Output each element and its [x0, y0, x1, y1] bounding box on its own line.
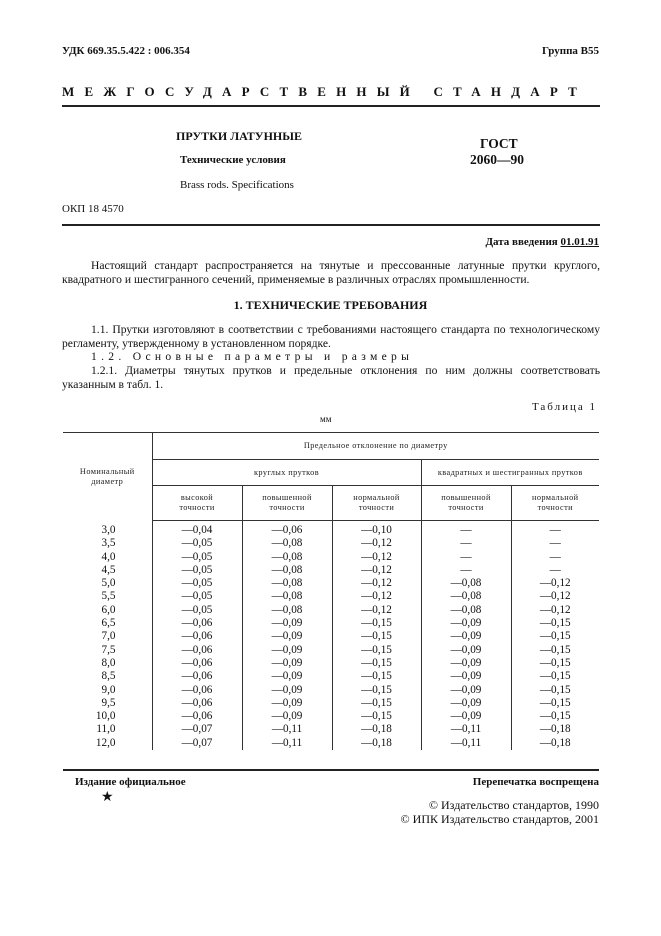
deviation-cell: —0,12 [332, 604, 421, 617]
table-unit: мм [320, 414, 332, 424]
deviation-cell: —0,15 [332, 657, 421, 670]
deviation-cell: —0,12 [332, 537, 421, 550]
deviation-cell: —0,15 [511, 644, 599, 657]
table-row [63, 564, 599, 577]
deviation-table [63, 432, 599, 750]
deviation-cell: —0,06 [152, 710, 242, 723]
deviation-cell: —0,12 [511, 590, 599, 603]
deviation-cell: —0,15 [511, 617, 599, 630]
paragraph-1-2-1: 1.2.1. Диаметры тянутых прутков и предельные отклонения по ним должны соответствовать указанным в табл. 1. [62, 364, 600, 391]
deviation-cell: — [511, 521, 599, 538]
deviation-cell: — [511, 551, 599, 564]
deviation-cell: —0,08 [242, 604, 332, 617]
deviation-cell: —0,11 [421, 737, 511, 750]
table-row [63, 551, 599, 564]
table-row [63, 670, 599, 683]
deviation-cell: —0,09 [242, 697, 332, 710]
deviation-cell: —0,09 [242, 630, 332, 643]
deviation-cell: —0,06 [152, 617, 242, 630]
nominal-diameter-cell: 8,5 [101, 670, 116, 683]
deviation-cell: —0,18 [332, 737, 421, 750]
table-row [63, 644, 599, 657]
deviation-cell: —0,08 [242, 577, 332, 590]
table-row [63, 697, 599, 710]
deviation-cell: —0,05 [152, 604, 242, 617]
deviation-cell: —0,06 [152, 670, 242, 683]
udk-code: УДК 669.35.5.422 : 006.354 [62, 45, 190, 57]
deviation-cell: —0,08 [242, 551, 332, 564]
deviation-cell: —0,09 [421, 644, 511, 657]
deviation-cell: —0,11 [242, 723, 332, 736]
official-edition: Издание официальное [75, 776, 186, 788]
deviation-cell: —0,06 [152, 644, 242, 657]
header-nominal-diameter: Номинальный диаметр [63, 433, 152, 521]
nominal-diameter-cell: 3,5 [101, 537, 116, 550]
deviation-cell: —0,06 [152, 684, 242, 697]
nominal-diameter-cell: 7,0 [101, 630, 116, 643]
reprint-notice: Перепечатка воспрещена [472, 776, 599, 788]
deviation-cell: —0,06 [152, 657, 242, 670]
nominal-diameter-cell: 11,0 [96, 723, 116, 736]
deviation-cell: —0,18 [511, 737, 599, 750]
deviation-cell: —0,15 [332, 617, 421, 630]
deviation-cell: —0,15 [511, 697, 599, 710]
deviation-cell: —0,12 [332, 564, 421, 577]
document-subtitle: Технические условия [180, 154, 286, 166]
table-row [63, 737, 599, 750]
scope-paragraph: Настоящий стандарт распространяется на тянутые и прессованные латунные прутки круглого, квадратного и шестигранного сечений, применяемые в различных отраслях промышленности. [62, 259, 600, 286]
nominal-diameter-cell: 9,5 [101, 696, 116, 709]
deviation-cell: —0,12 [332, 577, 421, 590]
nominal-diameter-cell: 4,5 [101, 563, 116, 576]
deviation-cell: —0,05 [152, 537, 242, 550]
header-rule [62, 105, 600, 107]
table-row [63, 657, 599, 670]
header-normal-accuracy: нормальной точности [332, 486, 421, 521]
deviation-cell: — [511, 537, 599, 550]
deviation-cell: —0,08 [421, 590, 511, 603]
document-title: ПРУТКИ ЛАТУННЫЕ [176, 129, 303, 143]
title-rule [62, 224, 600, 226]
nominal-diameter-cell: 12,0 [95, 736, 116, 749]
deviation-cell: —0,04 [152, 521, 242, 538]
deviation-cell: —0,15 [511, 670, 599, 683]
header-round-rods: круглых прутков [152, 460, 421, 486]
deviation-cell: —0,09 [421, 710, 511, 723]
deviation-cell: —0,09 [421, 697, 511, 710]
deviation-cell: —0,15 [511, 710, 599, 723]
standard-type-heading: МЕЖГОСУДАРСТВЕННЫЙ СТАНДАРТ [62, 84, 588, 99]
copyright-2001: © ИПК Издательство стандартов, 2001 [400, 812, 599, 826]
header-increased-accuracy-square: повышенной точности [421, 486, 511, 521]
deviation-cell: —0,08 [242, 564, 332, 577]
deviation-cell: —0,07 [152, 723, 242, 736]
deviation-cell: —0,05 [152, 564, 242, 577]
deviation-cell: —0,12 [511, 604, 599, 617]
nominal-diameter-cell: 10,0 [95, 710, 116, 723]
deviation-cell: —0,09 [421, 630, 511, 643]
deviation-cell: —0,09 [242, 657, 332, 670]
deviation-cell: —0,09 [421, 684, 511, 697]
deviation-cell: —0,12 [511, 577, 599, 590]
introduction-date [485, 236, 599, 248]
deviation-cell: —0,09 [421, 670, 511, 683]
deviation-cell: —0,18 [511, 723, 599, 736]
deviation-cell: —0,09 [242, 644, 332, 657]
header-normal-accuracy-square: нормальной точности [511, 486, 599, 521]
deviation-cell: —0,09 [242, 617, 332, 630]
deviation-cell: —0,09 [242, 684, 332, 697]
deviation-cell: —0,09 [421, 657, 511, 670]
table-row [63, 604, 599, 617]
table-row [63, 684, 599, 697]
okp-code: ОКП 18 4570 [62, 203, 124, 215]
deviation-cell: —0,11 [421, 723, 511, 736]
table-row [63, 521, 599, 538]
nominal-diameter-cell: 8,0 [101, 656, 116, 669]
deviation-cell: —0,15 [332, 697, 421, 710]
deviation-cell: —0,15 [332, 710, 421, 723]
deviation-cell: —0,05 [152, 551, 242, 564]
table-row [63, 577, 599, 590]
deviation-cell: — [421, 551, 511, 564]
deviation-cell: —0,15 [332, 684, 421, 697]
deviation-cell: —0,15 [332, 644, 421, 657]
paragraph-1-2: 1.2. Основные параметры и размеры [91, 350, 414, 363]
deviation-cell: — [511, 564, 599, 577]
deviation-cell: — [421, 521, 511, 538]
deviation-cell: —0,15 [511, 684, 599, 697]
gost-number: 2060—90 [470, 152, 524, 167]
deviation-cell: — [421, 537, 511, 550]
deviation-cell: —0,15 [511, 630, 599, 643]
gost-label: ГОСТ [480, 136, 518, 151]
deviation-cell: —0,08 [421, 577, 511, 590]
nominal-diameter-cell: 6,0 [101, 603, 116, 616]
deviation-cell: —0,15 [511, 657, 599, 670]
table-row [63, 710, 599, 723]
group-code: Группа В55 [541, 45, 599, 57]
deviation-cell: —0,09 [421, 617, 511, 630]
deviation-cell: —0,08 [242, 590, 332, 603]
deviation-cell: —0,11 [242, 737, 332, 750]
table-bottom-rule [63, 769, 599, 771]
deviation-cell: —0,06 [152, 697, 242, 710]
nominal-diameter-cell: 4,0 [101, 550, 116, 563]
deviation-cell: —0,12 [332, 551, 421, 564]
header-increased-accuracy: повышенной точности [242, 486, 332, 521]
paragraph-1-1: 1.1. Прутки изготовляют в соответствии с требованиями настоящего стандарта по технологическому регламенту, утвержденному в установленном порядке. [62, 323, 600, 350]
deviation-cell: — [421, 564, 511, 577]
deviation-cell: —0,10 [332, 521, 421, 538]
nominal-diameter-cell: 5,5 [101, 590, 116, 603]
nominal-diameter-cell: 7,5 [101, 643, 116, 656]
deviation-cell: —0,08 [421, 604, 511, 617]
header-square-hex-rods: квадратных и шестигранных прутков [421, 460, 599, 486]
table-caption: Таблица 1 [531, 401, 597, 413]
section-heading: 1. ТЕХНИЧЕСКИЕ ТРЕБОВАНИЯ [233, 298, 428, 312]
english-title: Brass rods. Specifications [180, 179, 294, 191]
deviation-cell: —0,15 [332, 630, 421, 643]
deviation-cell: —0,12 [332, 590, 421, 603]
deviation-cell: —0,09 [242, 670, 332, 683]
deviation-cell: —0,05 [152, 577, 242, 590]
deviation-cell: —0,07 [152, 737, 242, 750]
header-high-accuracy: высокой точности [152, 486, 242, 521]
nominal-diameter-cell: 6,5 [101, 617, 116, 630]
deviation-cell: —0,18 [332, 723, 421, 736]
deviation-cell: —0,15 [332, 670, 421, 683]
deviation-cell: —0,06 [152, 630, 242, 643]
date-value: 01.01.91 [560, 236, 599, 248]
table-row [63, 537, 599, 550]
copyright-1990: © Издательство стандартов, 1990 [428, 798, 599, 812]
table-row [63, 590, 599, 603]
deviation-cell: —0,06 [242, 521, 332, 538]
date-label: Дата введения [485, 236, 558, 248]
table-row [63, 630, 599, 643]
star-mark: ★ [101, 790, 114, 805]
nominal-diameter-cell: 3,0 [101, 523, 116, 536]
deviation-cell: —0,09 [242, 710, 332, 723]
table-row [63, 723, 599, 736]
deviation-cell: —0,08 [242, 537, 332, 550]
nominal-diameter-cell: 5,0 [101, 577, 116, 590]
table-row [63, 617, 599, 630]
header-deviation: Предельное отклонение по диаметру [152, 433, 599, 460]
deviation-cell: —0,05 [152, 590, 242, 603]
nominal-diameter-cell: 9,0 [101, 683, 116, 696]
